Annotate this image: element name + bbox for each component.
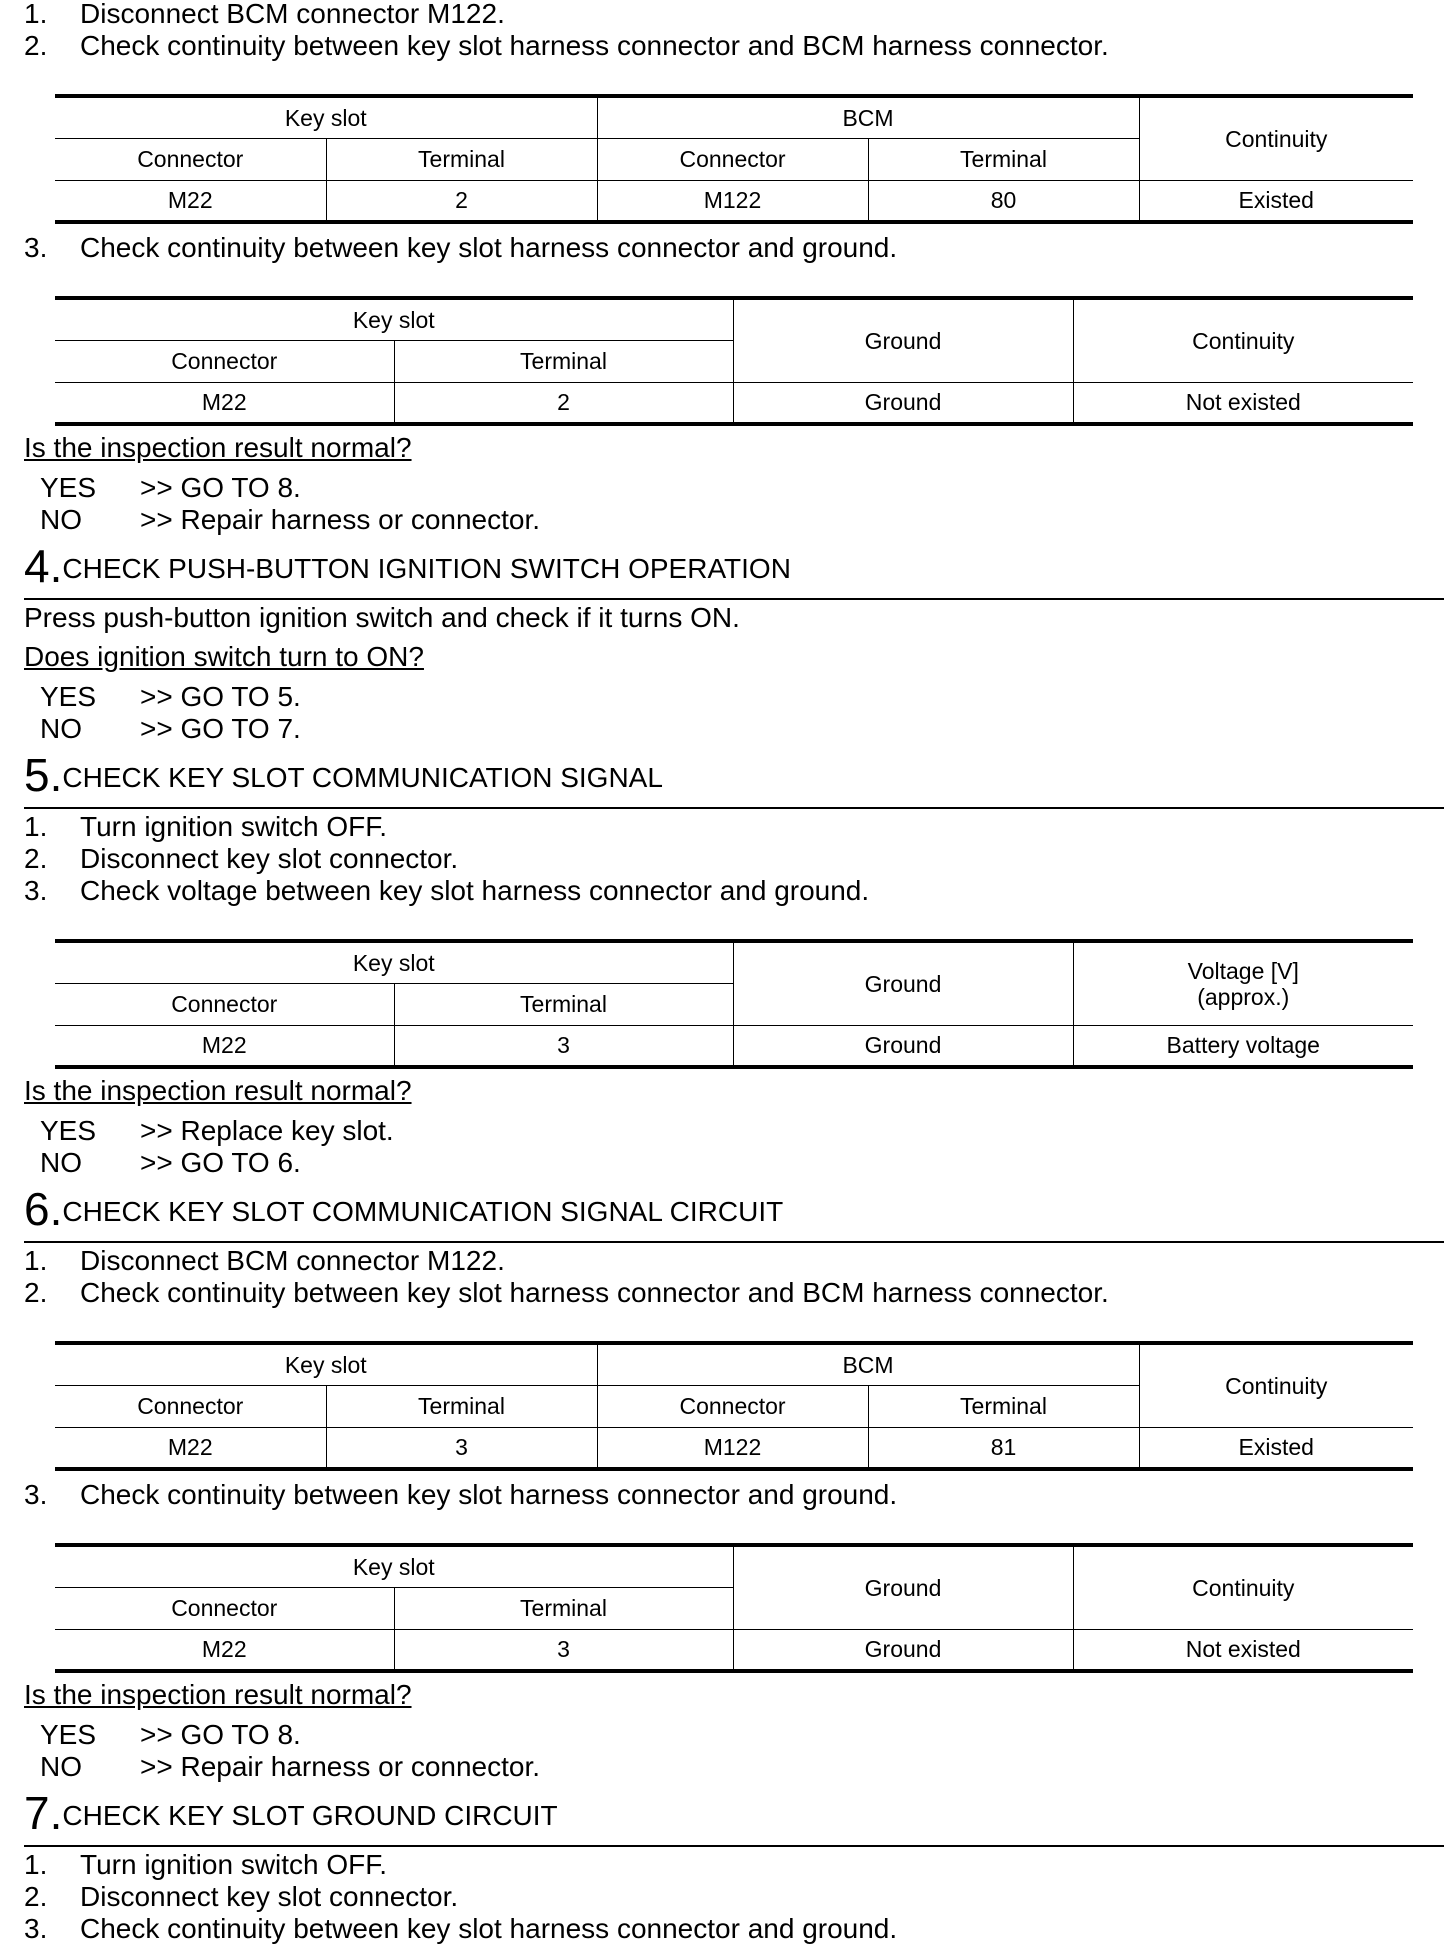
- section-number: 5.: [24, 749, 63, 801]
- section-title: CHECK PUSH-BUTTON IGNITION SWITCH OPERATION: [62, 553, 791, 584]
- continuity-table-ground: [55, 296, 1413, 426]
- step-text: Disconnect key slot connector.: [80, 843, 459, 874]
- header-terminal: Terminal: [394, 983, 733, 1025]
- step-text: Turn ignition switch OFF.: [80, 811, 388, 842]
- section-title: CHECK KEY SLOT COMMUNICATION SIGNAL CIRCUIT: [62, 1196, 784, 1227]
- section-heading-4: [24, 540, 791, 592]
- yes-action: >> GO TO 8.: [140, 472, 301, 503]
- header-terminal: Terminal: [326, 138, 597, 180]
- table-row: [55, 1629, 1413, 1671]
- section-number: 6.: [24, 1183, 63, 1235]
- step-item: [24, 1849, 387, 1881]
- step-text: Disconnect BCM connector M122.: [80, 0, 505, 29]
- step-number: 2.: [24, 1277, 48, 1308]
- header-terminal: Terminal: [868, 1385, 1139, 1427]
- section-title: CHECK KEY SLOT COMMUNICATION SIGNAL: [62, 762, 663, 793]
- step-text: Check voltage between key slot harness connector and ground.: [80, 875, 870, 906]
- inspection-question: Is the inspection result normal?: [24, 432, 412, 463]
- table-cell: 80: [868, 180, 1139, 222]
- header-keyslot: Key slot: [55, 941, 733, 983]
- section-divider: [24, 1845, 1444, 1847]
- step-number: 2.: [24, 1881, 48, 1912]
- table-cell: Not existed: [1073, 382, 1413, 424]
- table-cell: 3: [394, 1025, 733, 1067]
- table-row: [55, 382, 1413, 424]
- yes-action: >> Replace key slot.: [140, 1115, 394, 1146]
- table-cell: 81: [868, 1427, 1139, 1469]
- table-cell: Ground: [733, 382, 1073, 424]
- step-number: 1.: [24, 1849, 48, 1880]
- step-text: Check continuity between key slot harness connector and BCM harness connector.: [80, 1277, 1109, 1308]
- no-action: >> Repair harness or connector.: [140, 1751, 541, 1782]
- table-cell: 2: [394, 382, 733, 424]
- voltage-table: [55, 939, 1413, 1069]
- header-terminal: Terminal: [868, 138, 1139, 180]
- step-item: [24, 30, 1109, 62]
- header-ground: Ground: [733, 941, 1073, 1025]
- section-heading-5: [24, 749, 663, 801]
- section-divider: [24, 807, 1444, 809]
- table-cell: Existed: [1139, 1427, 1413, 1469]
- step-number: 3.: [24, 875, 48, 906]
- step-text: Disconnect key slot connector.: [80, 1881, 459, 1912]
- no-label: NO: [40, 1751, 82, 1782]
- step-number: 2.: [24, 843, 48, 874]
- table-row: [55, 1025, 1413, 1067]
- step-number: 1.: [24, 1245, 48, 1276]
- no-action: >> GO TO 7.: [140, 713, 301, 744]
- no-branch: [40, 1147, 301, 1179]
- no-branch: [40, 713, 301, 745]
- step-number: 2.: [24, 30, 48, 61]
- yes-label: YES: [40, 1115, 97, 1146]
- step-number: 1.: [24, 0, 48, 29]
- yes-action: >> GO TO 8.: [140, 1719, 301, 1750]
- table-cell: M22: [55, 1629, 394, 1671]
- section-title: CHECK KEY SLOT GROUND CIRCUIT: [62, 1800, 558, 1831]
- section-number: 4.: [24, 540, 63, 592]
- header-terminal: Terminal: [394, 1587, 733, 1629]
- yes-label: YES: [40, 1719, 97, 1750]
- yes-branch: [40, 1719, 301, 1751]
- table-cell: Battery voltage: [1073, 1025, 1413, 1067]
- header-continuity: Continuity: [1139, 96, 1413, 180]
- yes-branch: [40, 681, 301, 713]
- header-bcm: BCM: [597, 96, 1139, 138]
- continuity-table-bcm: [55, 1341, 1413, 1471]
- inspection-question: Does ignition switch turn to ON?: [24, 641, 424, 672]
- header-connector: Connector: [55, 983, 394, 1025]
- continuity-table-ground: [55, 1543, 1413, 1673]
- header-bcm: BCM: [597, 1343, 1139, 1385]
- step-text: Check continuity between key slot harness connector and BCM harness connector.: [80, 30, 1109, 61]
- table-cell: Ground: [733, 1025, 1073, 1067]
- step-number: 3.: [24, 1479, 48, 1510]
- table-cell: M22: [55, 1025, 394, 1067]
- no-label: NO: [40, 504, 82, 535]
- no-action: >> GO TO 6.: [140, 1147, 301, 1178]
- section-heading-6: [24, 1183, 784, 1235]
- yes-action: >> GO TO 5.: [140, 681, 301, 712]
- section-divider: [24, 598, 1444, 600]
- step-text: Check continuity between key slot harness connector and ground.: [80, 232, 898, 263]
- header-keyslot: Key slot: [55, 298, 733, 340]
- continuity-table-bcm: [55, 94, 1413, 224]
- header-connector: Connector: [597, 138, 868, 180]
- header-voltage: Voltage [V] (approx.): [1073, 941, 1413, 1025]
- step-item: [24, 232, 897, 264]
- table-cell: 2: [326, 180, 597, 222]
- header-connector: Connector: [55, 138, 326, 180]
- table-cell: M22: [55, 1427, 326, 1469]
- header-keyslot: Key slot: [55, 96, 597, 138]
- step-item: [24, 843, 458, 875]
- header-continuity: Continuity: [1073, 298, 1413, 382]
- step-text: Turn ignition switch OFF.: [80, 1849, 388, 1880]
- step-text: Check continuity between key slot harness connector and ground.: [80, 1479, 898, 1510]
- instruction-text: Press push-button ignition switch and check if it turns ON.: [24, 602, 740, 633]
- table-cell: Not existed: [1073, 1629, 1413, 1671]
- step-item: [24, 875, 869, 907]
- yes-branch: [40, 1115, 394, 1147]
- table-cell: Existed: [1139, 180, 1413, 222]
- header-connector: Connector: [597, 1385, 868, 1427]
- header-ground: Ground: [733, 298, 1073, 382]
- header-keyslot: Key slot: [55, 1343, 597, 1385]
- header-connector: Connector: [55, 340, 394, 382]
- step-text: Check continuity between key slot harness connector and ground.: [80, 1913, 898, 1944]
- section-heading-7: [24, 1787, 558, 1839]
- table-cell: 3: [394, 1629, 733, 1671]
- no-branch: [40, 504, 540, 536]
- no-label: NO: [40, 713, 82, 744]
- step-number: 3.: [24, 1913, 48, 1944]
- step-item: [24, 1277, 1109, 1309]
- step-item: [24, 811, 387, 843]
- no-action: >> Repair harness or connector.: [140, 504, 541, 535]
- step-item: [24, 1881, 458, 1913]
- table-cell: M122: [597, 1427, 868, 1469]
- step-item: [24, 1479, 897, 1511]
- yes-label: YES: [40, 472, 97, 503]
- table-cell: M122: [597, 180, 868, 222]
- step-text: Disconnect BCM connector M122.: [80, 1245, 505, 1276]
- yes-branch: [40, 472, 301, 504]
- yes-label: YES: [40, 681, 97, 712]
- no-label: NO: [40, 1147, 82, 1178]
- step-number: 1.: [24, 811, 48, 842]
- step-number: 3.: [24, 232, 48, 263]
- section-number: 7.: [24, 1787, 63, 1839]
- header-connector: Connector: [55, 1587, 394, 1629]
- table-cell: M22: [55, 180, 326, 222]
- header-connector: Connector: [55, 1385, 326, 1427]
- table-row: [55, 180, 1413, 222]
- no-branch: [40, 1751, 540, 1783]
- header-terminal: Terminal: [394, 340, 733, 382]
- table-row: [55, 1427, 1413, 1469]
- header-continuity: Continuity: [1073, 1545, 1413, 1629]
- table-cell: M22: [55, 382, 394, 424]
- inspection-question: Is the inspection result normal?: [24, 1075, 412, 1106]
- step-item: [24, 1913, 897, 1945]
- step-item: [24, 1245, 505, 1277]
- header-keyslot: Key slot: [55, 1545, 733, 1587]
- section-divider: [24, 1241, 1444, 1243]
- table-cell: Ground: [733, 1629, 1073, 1671]
- step-item: [24, 0, 505, 30]
- header-continuity: Continuity: [1139, 1343, 1413, 1427]
- table-cell: 3: [326, 1427, 597, 1469]
- inspection-question: Is the inspection result normal?: [24, 1679, 412, 1710]
- header-ground: Ground: [733, 1545, 1073, 1629]
- header-terminal: Terminal: [326, 1385, 597, 1427]
